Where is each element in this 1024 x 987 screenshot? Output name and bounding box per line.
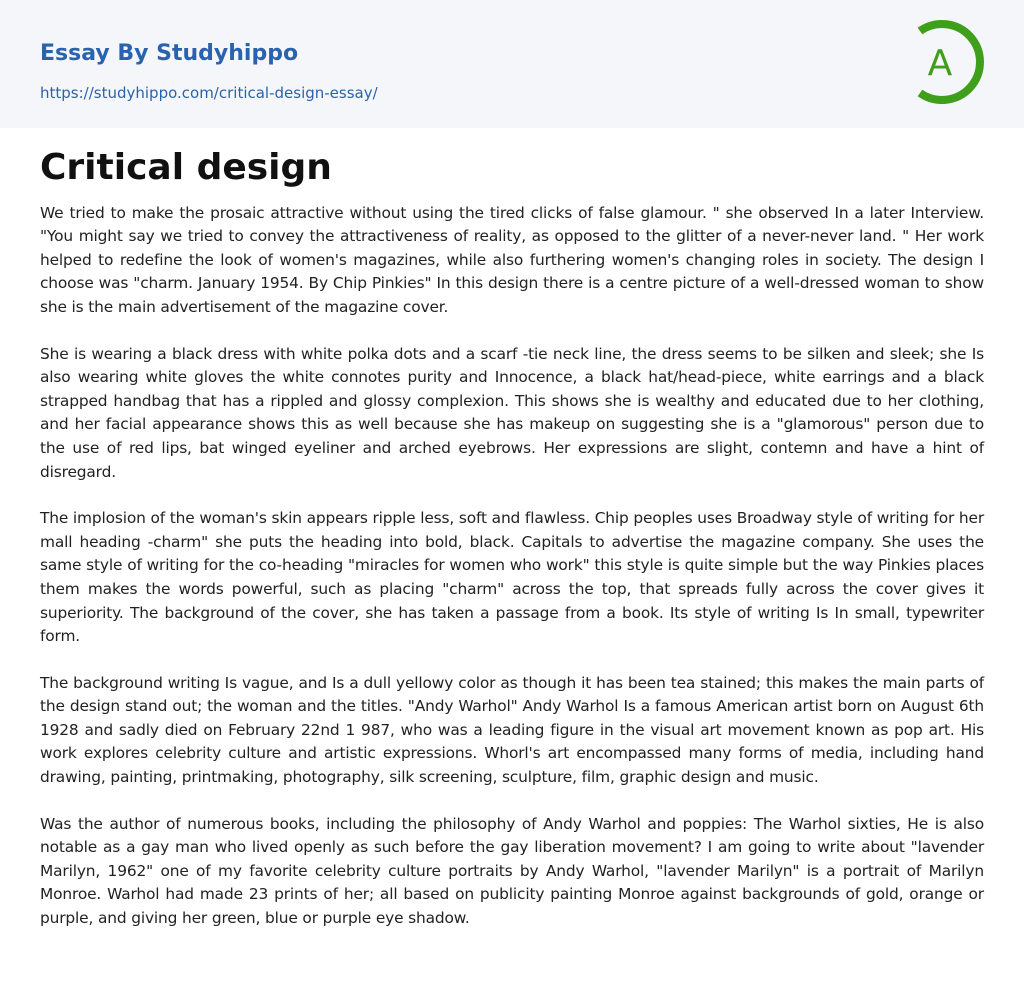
essay-paragraph: The background writing Is vague, and Is a dull yellowy color as though it has been tea stained; this makes the main parts of the design stand out; the woman and the titles. "Andy Warhol" Andy Warhol Is a famous American artist born on August 6th 1928 and sadly died on February 22nd 1 987, who was a leading figure in the visual art movement known as pop art. His work explores celebrity culture and artistic expressions. Whorl's art encompassed many forms of media, including hand drawing, painting, printmaking, photography, silk screening, sculpture, film, graphic design and music. [40, 673, 984, 787]
svg-text:A: A [927, 43, 953, 84]
site-title: Essay By Studyhippo [40, 41, 299, 66]
essay-url-link[interactable]: https://studyhippo.com/critical-design-essay/ [40, 84, 378, 102]
essay-paragraph: She is wearing a black dress with white polka dots and a scarf -tie neck line, the dress seems to be silken and sleek; she Is also wearing white gloves the white connotes purity and Innocence, a black hat/head-piece, white earrings and a black strapped handbag that has a rippled and glossy complexion. This shows she is wealthy and educated due to her clothing, and her facial appearance shows this as well because she has makeup on suggesting she is a "glamorous" person due to the use of red lips, bat winged eyeliner and arched eyebrows. Her expressions are slight, contemn and have a hint of disregard. [40, 344, 984, 481]
essay-paragraph: We tried to make the prosaic attractive without using the tired clicks of false glamour. " she observed In a later Interview. "You might say we tried to convey the attractiveness of reality, as opposed to the glitter of a never-never land. " Her work helped to redefine the look of women's magazines, while also furthering women's changing roles in society. The design I choose was "charm. January 1954. By Chip Pinkies" In this design there is a centre picture of a well-dressed woman to show she is the main advertisement of the magazine cover. [40, 203, 984, 316]
essay-title: Critical design [40, 147, 332, 188]
essay-content [0, 148, 1024, 931]
studyhippo-logo-icon[interactable] [902, 19, 988, 105]
essay-paragraph: The implosion of the woman's skin appears ripple less, soft and flawless. Chip peoples uses Broadway style of writing for her mall heading -charm" she puts the heading into bold, black. Capitals to advertise the magazine company. She uses the same style of writing for the co-heading "miracles for women who work" this style is quite simple but the way Pinkies places them makes the words powerful, such as placing "charm" across the top, that spreads fully across the cover gives it superiority. The background of the cover, she has taken a passage from a book. Its style of writing Is In small, typewriter form. [40, 509, 984, 646]
essay-paragraph: Was the author of numerous books, including the philosophy of Andy Warhol and poppies: The Warhol sixties, He is also notable as a gay man who lived openly as such before the gay liberation movement? I am going to write about "lavender Marilyn, 1962" one of my favorite celebrity culture portraits by Andy Warhol, "lavender Marilyn" is a portrait of Marilyn Monroe. Warhol had made 23 prints of her; all based on publicity painting Monroe against backgrounds of gold, orange or purple, and giving her green, blue or purple eye shadow. [40, 814, 984, 928]
site-header [0, 0, 1024, 128]
